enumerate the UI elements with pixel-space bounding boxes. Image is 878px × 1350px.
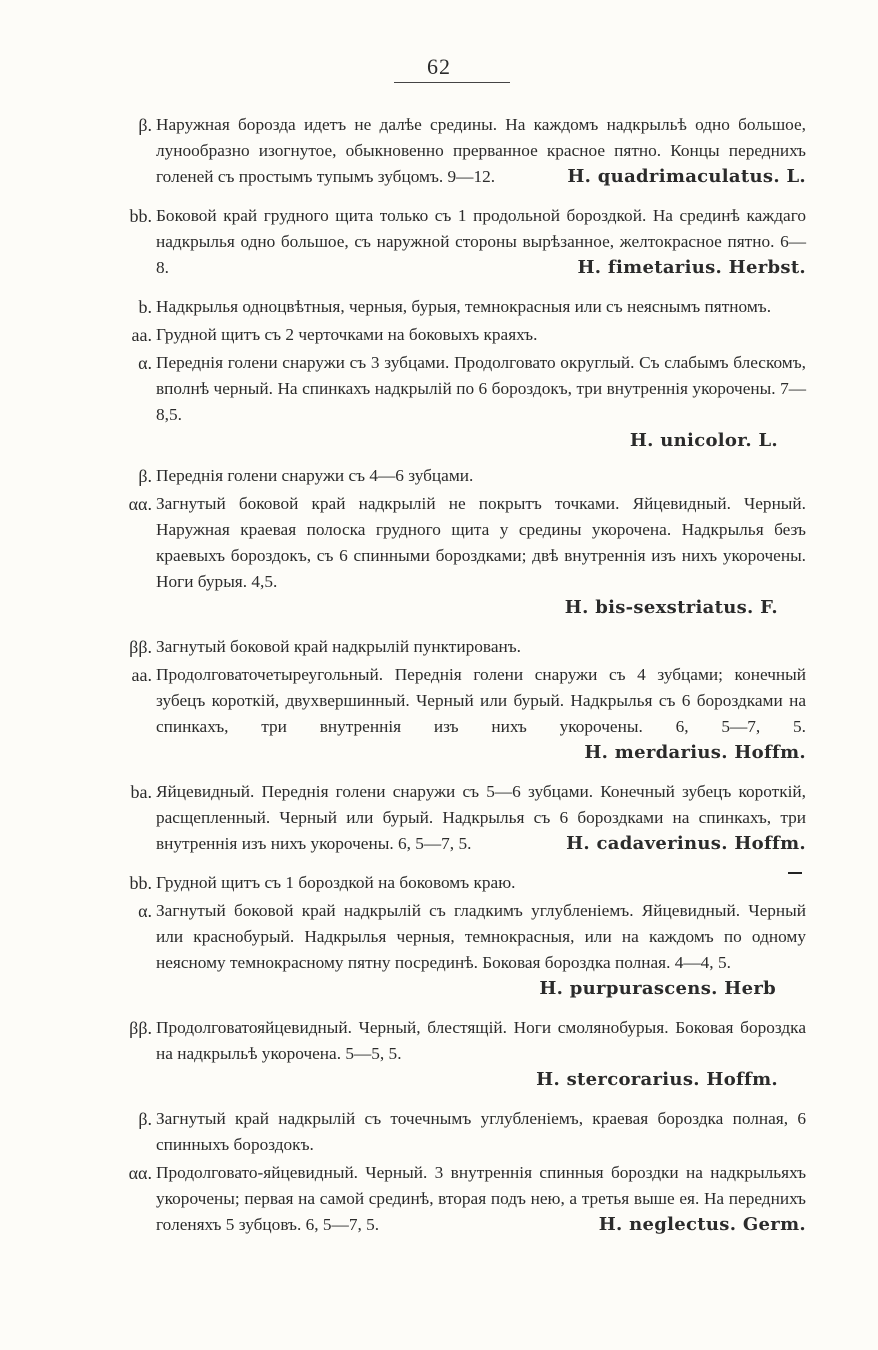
entry-text: Загнутый боковой край надкрылій пунктированъ. <box>156 637 521 656</box>
entry-text: Грудной щитъ съ 1 бороздкой на боковомъ краю. <box>156 873 516 892</box>
key-entry <box>128 1160 806 1238</box>
entry-text: Наружная борозда идетъ не далѣе средины. На каждомъ надкрыльѣ одно большое, лунообразно изогнутое, обыкновенно прерванное красное пятно. Концы переднихъ голеней съ простымъ тупымъ зубцомъ. 9—12. <box>156 115 806 186</box>
entry-mark: α. <box>138 353 152 373</box>
entry-mark: ββ. <box>129 637 152 657</box>
key-entry <box>131 662 806 766</box>
key-entry <box>138 463 806 489</box>
key-entry <box>138 112 806 190</box>
key-entry <box>129 1015 806 1093</box>
entry-text: Яйцевидный. Переднія голени снаружи съ 5—6 зубцами. Конечный зубецъ короткій, расщепленный. Черный или бурый. Надкрылья съ 6 бороздками на спинкахъ, три внутреннія изъ нихъ укорочены. 6, 5—7, 5. <box>156 782 806 853</box>
entry-mark: bb. <box>129 206 152 226</box>
key-entry <box>138 294 806 320</box>
entry-mark: ββ. <box>129 1018 152 1038</box>
key-entry <box>128 491 806 621</box>
key-entry <box>129 203 806 281</box>
key-entry <box>138 898 806 1002</box>
species-name: H. cadaverinus. Hoffm. <box>566 833 806 854</box>
entry-mark: β. <box>138 1109 152 1129</box>
entry-text: Загнутый край надкрылій съ точечнымъ углубленіемъ, краевая бороздка полная, 6 спинныхъ бороздокъ. <box>156 1109 806 1154</box>
entry-mark: αα. <box>128 494 152 514</box>
species-name: H. merdarius. Hoffm. <box>584 742 806 763</box>
entry-mark: αα. <box>128 1163 152 1183</box>
entry-mark: aa. <box>131 325 152 345</box>
entry-text: Продолговатояйцевидный. Черный, блестящій. Ноги смолянобурыя. Боковая бороздка на надкрыльѣ укорочена. 5—5, 5. <box>156 1018 806 1063</box>
page-number-rule <box>394 82 510 83</box>
species-name: H. stercorarius. Hoffm. <box>536 1069 778 1090</box>
entry-mark: β. <box>138 466 152 486</box>
entry-text: Надкрылья одноцвѣтныя, черныя, бурыя, темнокрасныя или съ неяснымъ пятномъ. <box>156 297 772 316</box>
entry-mark: α. <box>138 901 152 921</box>
entry-text: Боковой край грудного щита только съ 1 продольной бороздкой. На срединѣ каждаго надкрылья одно большое, съ наружной стороны вырѣзанное, желтокрасное пятно. 6—8. <box>156 206 806 277</box>
entry-text: Продолговато-яйцевидный. Черный. 3 внутреннія спинныя бороздки на надкрыльяхъ укорочены; первая на самой срединѣ, вторая подъ нею, а третья выше ея. На переднихъ голеняхъ 5 зубцовъ. 6, 5—7, 5. <box>156 1163 806 1234</box>
entry-text: Переднія голени снаружи съ 3 зубцами. Продолговато округлый. Съ слабымъ блескомъ, вполнѣ черный. На спинкахъ надкрылій по 6 бороздокъ, три внутреннія укорочены. 7—8,5. <box>156 353 806 424</box>
key-entry <box>130 779 806 857</box>
entry-mark: aa. <box>131 665 152 685</box>
species-name: H. quadrimaculatus. L. <box>567 166 806 187</box>
margin-dash <box>788 872 802 874</box>
entry-mark: ba. <box>130 782 152 802</box>
entry-text: Грудной щитъ съ 2 черточками на боковыхъ краяхъ. <box>156 325 538 344</box>
entry-text: Загнутый боковой край надкрылій съ гладкимъ углубленіемъ. Яйцевидный. Черный или краснобурый. Надкрылья черныя, темнокрасныя, или на каждомъ по одному неясному темнокрасному пятну посрединѣ. Боковая бороздка полная. 4—4, 5. <box>156 901 806 972</box>
key-entry <box>138 1106 806 1158</box>
key-text <box>0 112 878 1238</box>
key-entry <box>129 870 806 896</box>
species-name: H. unicolor. L. <box>629 430 778 451</box>
key-entry <box>129 634 806 660</box>
species-name: H. neglectus. Germ. <box>598 1214 806 1235</box>
entry-mark: b. <box>138 297 152 317</box>
species-name: H. purpurascens. Herb <box>539 978 776 999</box>
page-number: 62 <box>427 54 451 79</box>
species-name: H. fimetarius. Herbst. <box>577 257 806 278</box>
entry-text: Продолговаточетыреугольный. Переднія голени снаружи съ 4 зубцами; конечный зубецъ короткій, двухвершинный. Черный или бурый. Надкрылья съ 6 бороздками на спинкахъ, три внутреннія изъ нихъ укорочены. 6, 5—7, 5. <box>156 665 806 736</box>
key-entry <box>138 350 806 454</box>
entry-mark: bb. <box>129 873 152 893</box>
entry-mark: β. <box>138 115 152 135</box>
species-name: H. bis-sexstriatus. F. <box>564 597 778 618</box>
entry-text: Загнутый боковой край надкрылій не покрытъ точками. Яйцевидный. Черный. Наружная краевая полоска грудного щита у средины укорочена. Надкрылья безъ краевыхъ бороздокъ, съ 6 спинными бороздками; двѣ внутреннія изъ нихъ укорочены. Ноги бурыя. 4,5. <box>156 494 806 591</box>
entry-text: Переднія голени снаружи съ 4—6 зубцами. <box>156 466 474 485</box>
key-entry <box>131 322 806 348</box>
